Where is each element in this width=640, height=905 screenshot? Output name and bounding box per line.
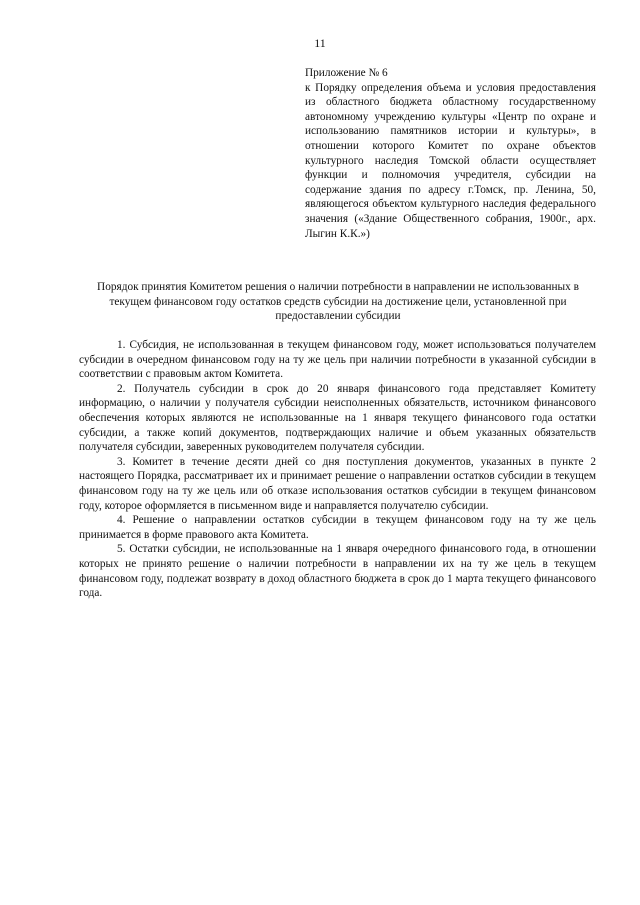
document-heading: Порядок принятия Комитетом решения о наличии потребности в направлении не использованных в текущем финансовом году остатков средств субсидии на достижение цели, установленной при предоставлении субсидии: [97, 281, 579, 323]
appendix-text: к Порядку определения объема и условия предоставления из областного бюджета областному государственному автономному учреждению культуры «Центр по охране и использованию памятников истории и культуры», в отношении которого Комитет по охране объектов культурного наследия Томской области осуществляет функции и полномочия учредителя, субсидии на содержание здания по адресу г.Томск, пр. Ленина, 50, являющегося объектом культурного наследия федерального значения («Здание Общественного собрания, 1900г., арх. Лыгин К.К.»): [305, 81, 596, 240]
page-number: 11: [314, 36, 326, 50]
appendix-title: Приложение № 6: [305, 67, 388, 79]
paragraph-3: 3. Комитет в течение десяти дней со дня поступления документов, указанных в пункте 2 настоящего Порядка, рассматривает их и принимает решение о направлении остатков субсидии в текущем финансовом году на ту же цель или об отказе использования остатков субсидии в текущем финансовом году, которое оформляется в письменном виде и направляется получателю субсидии.: [79, 455, 596, 512]
paragraph-2: 2. Получатель субсидии в срок до 20 января финансового года представляет Комитету информацию, о наличии у получателя субсидии неисполненных обязательств, источником финансового обеспечения которых являются не использованные на 1 января текущего финансового года остатки субсидии, а также копий документов, подтверждающих наличие и объем указанных обязательств получателя субсидии, заверенных руководителем получателя субсидии.: [79, 382, 596, 454]
document-body: [79, 338, 596, 601]
appendix-block: [305, 66, 596, 241]
paragraph-1: 1. Субсидия, не использованная в текущем финансовом году, может использоваться получателем субсидии в очередном финансовом году на ту же цель при наличии потребности в указанной субсидии в соответствии с правовым актом Комитета.: [79, 339, 596, 381]
paragraph-4: 4. Решение о направлении остатков субсидии в текущем финансовом году на ту же цель принимается в форме правового акта Комитета.: [79, 514, 596, 541]
paragraph-5: 5. Остатки субсидии, не использованные на 1 января очередного финансового года, в отношении которых не принято решение о наличии потребности в направлении их на ту же цель в текущем финансовом году, подлежат возврату в доход областного бюджета в срок до 1 марта текущего финансового года.: [79, 543, 596, 600]
